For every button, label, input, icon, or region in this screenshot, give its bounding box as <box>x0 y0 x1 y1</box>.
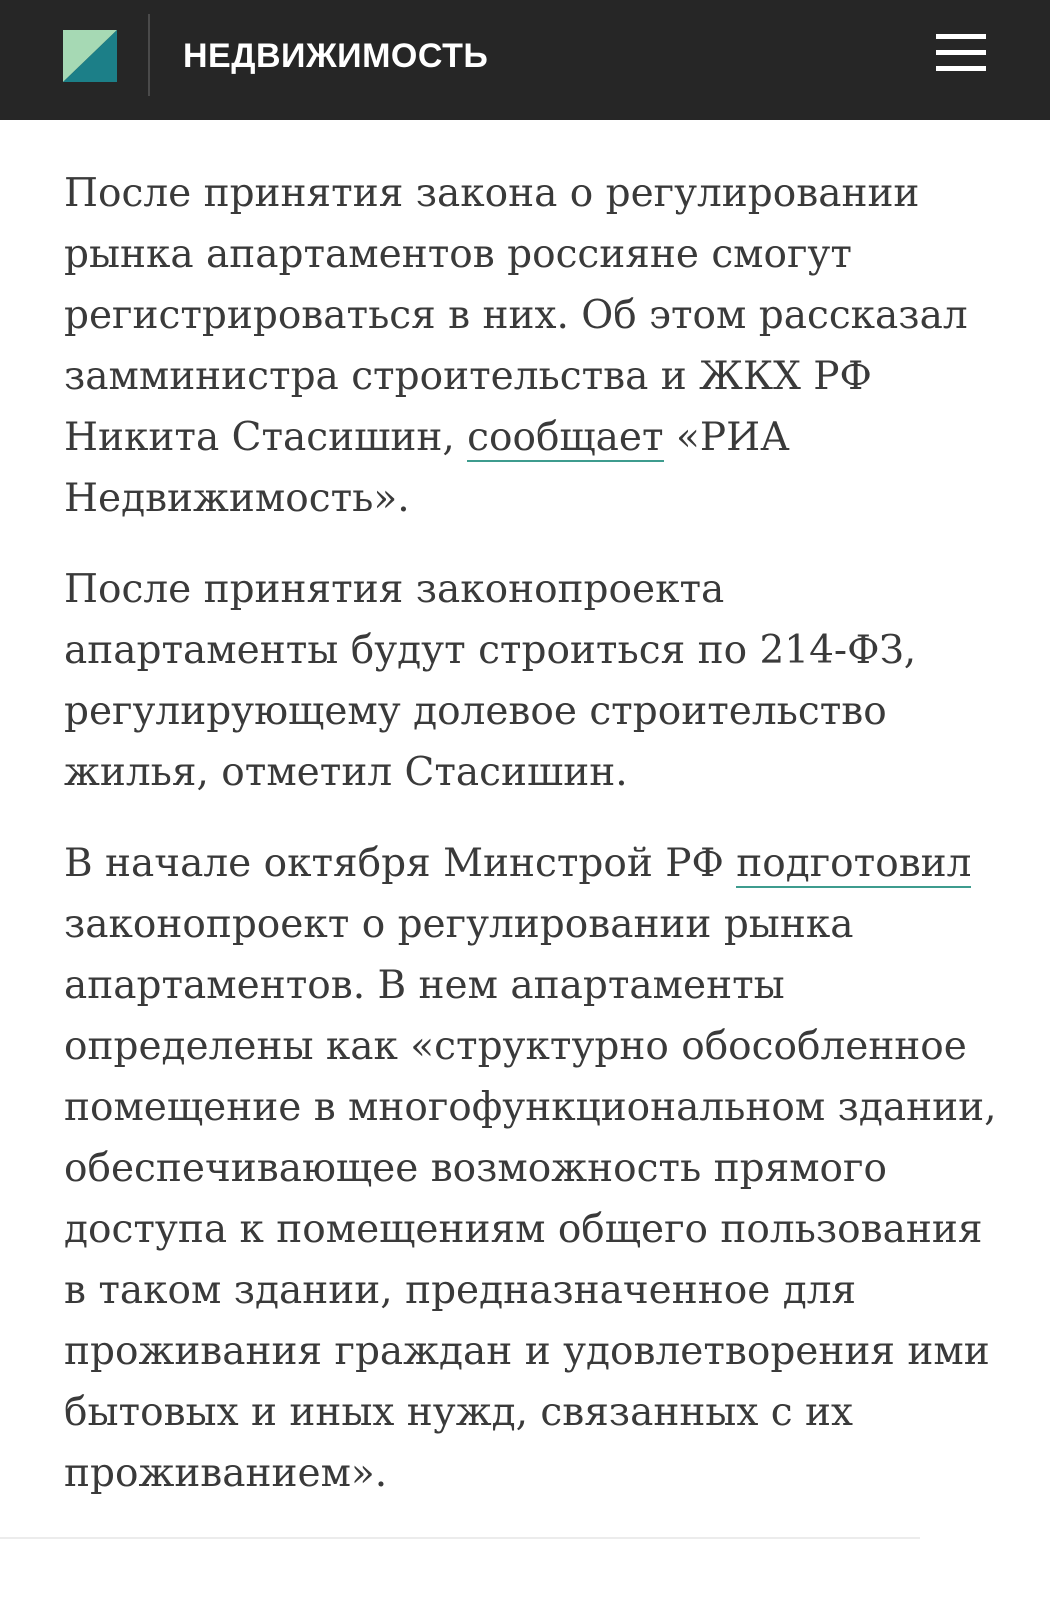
link-soobshchaet[interactable]: сообщает <box>467 415 664 460</box>
paragraph-3-text-start: В начале октября Минстрой РФ <box>64 841 737 886</box>
article-body <box>64 163 1004 1534</box>
section-title[interactable]: НЕДВИЖИМОСТЬ <box>183 37 489 75</box>
hamburger-menu-icon[interactable] <box>932 32 988 76</box>
header-divider <box>148 14 150 96</box>
site-header <box>0 0 1050 120</box>
paragraph-3-text-end: законопроект о регулировании рынка апартаментов. В нем апартаменты определены как «структурно обособленное помещение в многофункциональном здании, обеспечивающее возможность прямого доступа к помещениям общего пользования в таком здании, предназначенное для проживания граждан и удовлетворения ими бытовых и иных нужд, связанных с их проживанием». <box>64 902 997 1496</box>
paragraph-2: После принятия законопроекта апартаменты будут строиться по 214-ФЗ, регулирующему долевое строительство жилья, отметил Стасишин. <box>64 567 917 795</box>
content-divider <box>0 1537 920 1539</box>
link-podgotovil[interactable]: подготовил <box>736 841 972 886</box>
paragraph-1-text-end: «РИА Недвижимость». <box>64 415 790 521</box>
paragraph-1 <box>64 163 1004 529</box>
site-logo-icon[interactable] <box>63 30 117 82</box>
paragraph-3 <box>64 833 1004 1504</box>
paragraph-1-text-start: После принятия закона о регулировании рынка апартаментов россияне смогут регистрироваться в них. Об этом рассказал замминистра строительства и ЖКХ РФ Никита Стасишин, <box>64 171 968 460</box>
